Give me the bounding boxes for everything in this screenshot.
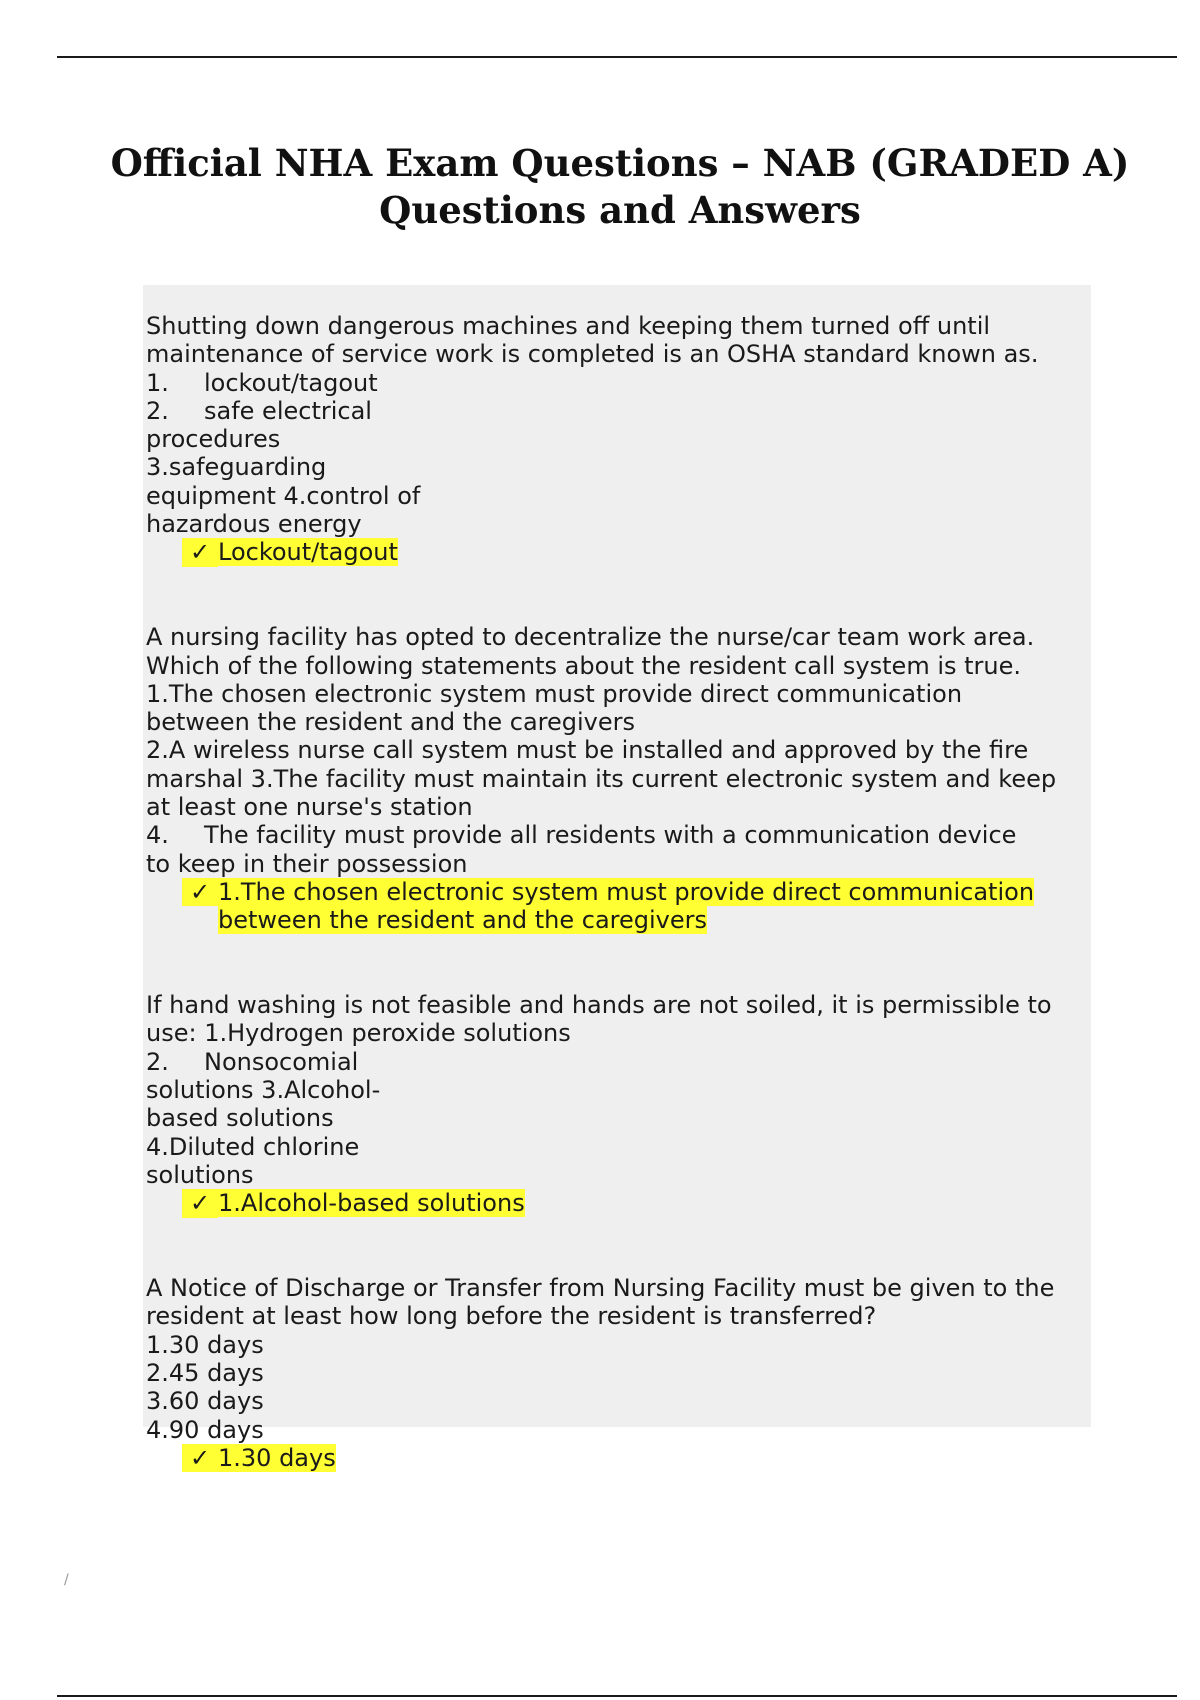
- option-text: Nonsocomial: [204, 1047, 359, 1076]
- question-text-line: at least one nurse's station: [146, 793, 473, 822]
- question-text-line: If hand washing is not feasible and hands are not soiled, it is permissible to: [146, 991, 1052, 1020]
- bottom-rule: [57, 1695, 1177, 1697]
- answer-text: 1.The chosen electronic system must provide direct communication: [218, 877, 1035, 906]
- question-block: [146, 1274, 1086, 1472]
- title-line-1: Official NHA Exam Questions – NAB (GRADED A): [110, 141, 1130, 185]
- correct-answer: [182, 878, 1086, 906]
- answer-text: 1.Alcohol-based solutions: [218, 1189, 525, 1218]
- question-text-line: use: 1.Hydrogen peroxide solutions: [146, 1019, 571, 1048]
- question-block: [146, 623, 1086, 934]
- option-number: 4.: [146, 821, 169, 850]
- checkmark-icon: ✓: [182, 538, 218, 566]
- question-text-line: based solutions: [146, 1104, 334, 1133]
- option-line: [146, 1048, 1086, 1076]
- correct-answer: [182, 538, 1086, 566]
- checkmark-icon: ✓: [182, 1444, 218, 1472]
- option-number: 1.: [146, 368, 169, 397]
- option-text: lockout/tagout: [204, 368, 378, 397]
- question-text-line: 2.A wireless nurse call system must be installed and approved by the fire: [146, 736, 1029, 765]
- question-text-line: 1.30 days: [146, 1330, 264, 1359]
- question-text-line: procedures: [146, 425, 281, 454]
- correct-answer: [182, 1444, 1086, 1472]
- question-text-line: marshal 3.The facility must maintain its current electronic system and keep: [146, 764, 1057, 793]
- option-text: safe electrical: [204, 396, 372, 425]
- checkmark-icon: ✓: [182, 878, 218, 906]
- document-title: [0, 140, 1200, 234]
- question-text-line: solutions: [146, 1160, 254, 1189]
- question-text-line: A nursing facility has opted to decentralize the nurse/car team work area.: [146, 623, 1035, 652]
- question-text-line: hazardous energy: [146, 510, 362, 539]
- option-line: [146, 369, 1086, 397]
- question-text-line: Shutting down dangerous machines and keeping them turned off until: [146, 312, 991, 340]
- correct-answer: [182, 1189, 1086, 1217]
- question-text-line: 1.The chosen electronic system must provide direct communication: [146, 679, 963, 708]
- question-text-line: to keep in their possession: [146, 849, 468, 878]
- question-text-line: 3.60 days: [146, 1387, 264, 1416]
- option-number: 2.: [146, 396, 169, 425]
- option-line: [146, 821, 1086, 849]
- question-text-line: solutions 3.Alcohol-: [146, 1076, 381, 1105]
- question-list: [146, 312, 1086, 1472]
- question-text-line: 2.45 days: [146, 1358, 264, 1387]
- question-text-line: between the resident and the caregivers: [146, 708, 635, 737]
- question-text-line: equipment 4.control of: [146, 481, 421, 510]
- question-text-line: maintenance of service work is completed is an OSHA standard known as.: [146, 340, 1039, 369]
- correct-answer: [218, 906, 1086, 934]
- title-line-2: Questions and Answers: [379, 188, 861, 232]
- checkmark-icon: ✓: [182, 1189, 218, 1217]
- question-text-line: 4.Diluted chlorine: [146, 1132, 360, 1161]
- question-text-line: 4.90 days: [146, 1415, 264, 1444]
- question-text-line: resident at least how long before the resident is transferred?: [146, 1302, 877, 1331]
- question-text-line: A Notice of Discharge or Transfer from Nursing Facility must be given to the: [146, 1274, 1055, 1303]
- question-block: [146, 312, 1086, 567]
- answer-text: 1.30 days: [218, 1443, 336, 1472]
- option-line: [146, 397, 1086, 425]
- option-number: 2.: [146, 1047, 169, 1076]
- top-rule: [57, 56, 1177, 58]
- option-text: The facility must provide all residents with a communication device: [204, 821, 1017, 850]
- question-block: [146, 991, 1086, 1217]
- question-text-line: Which of the following statements about the resident call system is true.: [146, 651, 1022, 680]
- question-text-line: 3.safeguarding: [146, 453, 327, 482]
- answer-text: Lockout/tagout: [218, 538, 398, 567]
- answer-text: between the resident and the caregivers: [218, 906, 707, 935]
- stray-mark: /: [64, 1572, 69, 1588]
